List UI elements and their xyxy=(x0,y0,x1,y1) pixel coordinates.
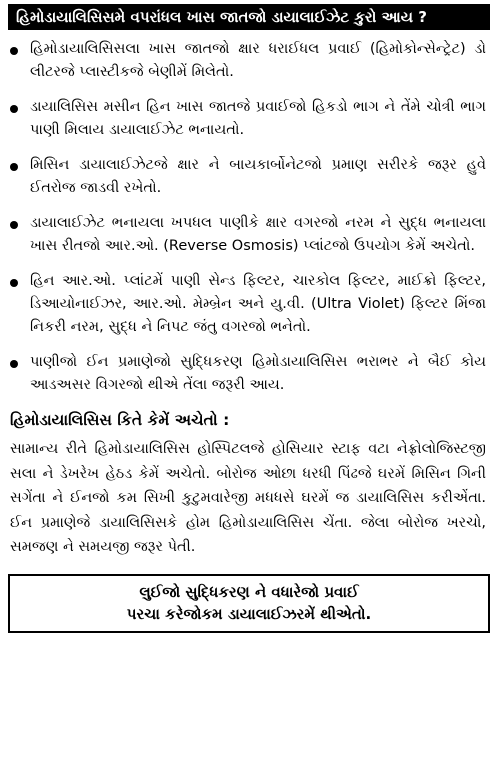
bullet-icon xyxy=(10,360,18,368)
bullet-text: મિસિન ડાયાલાઈઝેટજે ક્ષાર ને બાયકાર્બોનેટજો પ્રમાણ સરીરકે જરૂર હુવે ઈતરોજ જાડવી રખેતો. xyxy=(30,157,486,196)
list-item xyxy=(8,96,486,142)
note-line-2: પરચા કરેજોકમ ડાયાલાઈઝરમેં થીએતો. xyxy=(126,604,372,623)
list-item xyxy=(8,212,486,258)
body-paragraph: સામાન્ય રીતે હિમોડાયાલિસિસ હોસ્પિટલજે હોસિયાર સ્ટાફ વટા નેફ્રોલોજિસ્ટજી સલા ને ડેખરેખ હેઠડ કેમેં અચેતો. બોરોજ ઓછા ધરધી પિંઢજે ઘરમેં મિસિન ગિની સગેંતા ને ઈનજો કમ સિખી કુટુમવારેજી મધધસે ઘરમેં જ ડાયાલિસિસ કરીએંતા. ઈન પ્રમાણેજે ડાયાલિસિસકે હોમ હિમોડાયાલિસિસ ચેંતા. જેલા બોરોજ ખરચો, સમજણ ને સમયજી જરૂર પેતી. xyxy=(10,441,486,555)
list-item xyxy=(8,351,486,397)
bullet-text: ડાયાલાઈઝેટ ભનાયલા ખપધલ પાણીકે ક્ષાર વગરજો નરમ ને સુદ્ધ ભનાયલા ખાસ રીતજો આર.ઓ. (Reverse Osmosis) પ્લાંટજો ઉપયોગ કેમેં અચેતો. xyxy=(30,215,486,254)
bullet-text: પાણીજો ઈન પ્રમાણેજો સુદ્ધિકરણ હિમોડાયાલિસિસ ભરાભર ને બૈઈ કોય આડઅસર વિગરજો થીએ તેંલા જરૂરી આય. xyxy=(30,354,486,393)
bullet-icon xyxy=(10,163,18,171)
bullet-icon xyxy=(10,279,18,287)
bullet-text: ડાયાલિસિસ મસીન હિન ખાસ જાતજે પ્રવાઈજો હિકડો ભાગ ને તેંમે ચોત્રી ભાગ પાણી મિલાય ડાયાલાઈઝેટ ભનાયતો. xyxy=(30,99,486,138)
bullet-icon xyxy=(10,105,18,113)
bullet-icon xyxy=(10,47,18,55)
list-item xyxy=(8,270,486,339)
list-item xyxy=(8,38,486,84)
bullet-text: હિન આર.ઓ. પ્લાંટમેં પાણી સેન્ડ ફિલ્ટર, ચારકોલ ફિલ્ટર, માઈક્રો ફિલ્ટર, ડિઆયોનાઈઝર, આર.ઓ. મેમ્બ્રેન અને યુ.વી. (Ultra Violet) ફિલ્ટર મિંજા નિકરી નરમ, સુદ્ધ ને નિપટ જંતુ વગરજો ભનેતો. xyxy=(30,273,486,335)
bullet-text: હિમોડાયાલિસિસલા ખાસ જાતજો ક્ષાર ધરાઈધલ પ્રવાઈ (હિમોકોન્સેન્ટ્રેટ) ડો લીટરજે પ્લાસ્ટીકજે બેણીમેં મિલેતો. xyxy=(30,41,486,80)
note-line-1: લુઈજો સુદ્ધિકરણ ને વધારેજો પ્રવાઈ xyxy=(139,582,359,601)
list-item xyxy=(8,154,486,200)
bullet-icon xyxy=(10,221,18,229)
bullet-list xyxy=(8,38,494,397)
main-heading: હિમોડાયાલિસિસમે વપરાંધલ ખાસ જાતજો ડાયાલાઈઝેટ કુરો આય ? xyxy=(8,4,490,30)
note-box xyxy=(8,574,490,633)
section-heading: હિમોડાયાલિસિસ કિતે કેમેં અચેતો : xyxy=(10,411,230,429)
